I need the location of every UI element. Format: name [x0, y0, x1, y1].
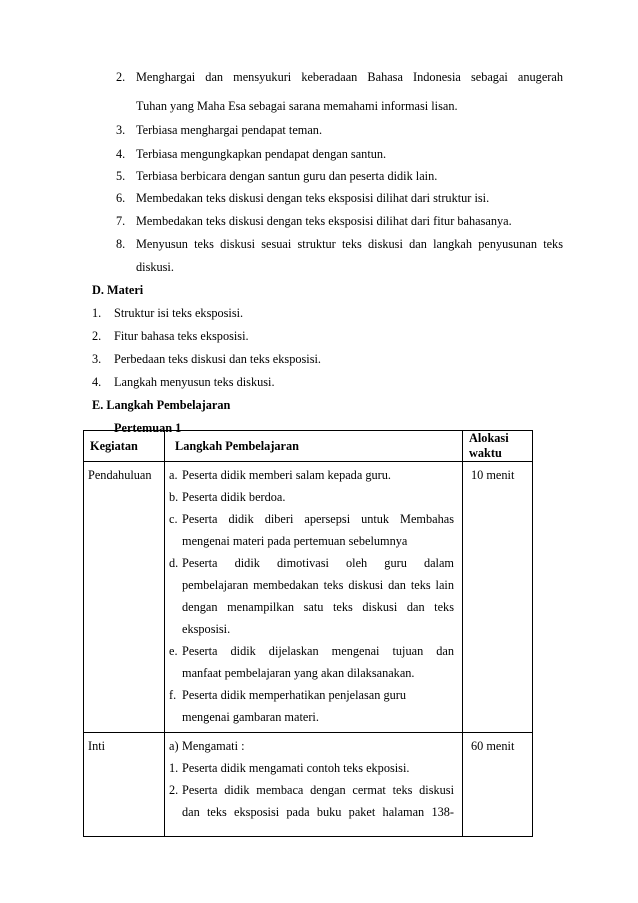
objective-number: 4.: [116, 147, 126, 161]
step-label: e.: [169, 644, 178, 658]
materi-number: 2.: [92, 329, 102, 343]
kegiatan-cell: [84, 462, 165, 733]
materi-item: Perbedaan teks diskusi dan teks eksposisi.: [114, 352, 321, 366]
kegiatan-label: Inti: [88, 739, 106, 753]
objective-text: diskusi.: [136, 260, 174, 274]
objective-text: Menyusun teks diskusi sesuai struktur teks diskusi dan langkah penyusunan teks: [136, 237, 563, 251]
step-text: mengenai gambaran materi.: [182, 710, 319, 724]
step-text: Mengamati :: [182, 739, 245, 753]
step-label: a): [169, 739, 179, 753]
step-label: b.: [169, 490, 179, 504]
table-row: [84, 462, 533, 733]
kegiatan-cell: [84, 733, 165, 837]
steps-list: [165, 462, 462, 732]
step-label: f.: [169, 688, 177, 702]
objective-text: Membedakan teks diskusi dengan teks eksposisi dilihat dari fitur bahasanya.: [136, 214, 512, 228]
materi-item: Fitur bahasa teks eksposisi.: [114, 329, 249, 343]
step-item: [165, 688, 462, 710]
step-continuation: [165, 600, 462, 622]
step-continuation: [165, 622, 462, 644]
step-text: Peserta didik membaca dengan cermat teks diskusi: [182, 783, 454, 797]
step-text: Peserta didik memberi salam kepada guru.: [182, 468, 391, 482]
objective-text: Terbiasa berbicara dengan santun guru dan peserta didik lain.: [136, 169, 438, 183]
objective-number: 7.: [116, 214, 126, 228]
materi-number: 1.: [92, 306, 102, 320]
learning-steps-table: [83, 430, 533, 837]
step-label: d.: [169, 556, 179, 570]
objective-text: Menghargai dan mensyukuri keberadaan Bahasa Indonesia sebagai anugerah: [136, 70, 563, 84]
objective-number: 5.: [116, 169, 126, 183]
objective-text: Tuhan yang Maha Esa sebagai sarana memahami informasi lisan.: [136, 99, 458, 113]
step-item: [165, 761, 462, 783]
step-label: c.: [169, 512, 178, 526]
materi-item: Langkah menyusun teks diskusi.: [114, 375, 275, 389]
step-continuation: [165, 710, 462, 732]
step-text: Peserta didik berdoa.: [182, 490, 286, 504]
step-label: a.: [169, 468, 178, 482]
step-continuation: [165, 666, 462, 688]
header-kegiatan: Kegiatan: [84, 431, 165, 462]
objective-number: 6.: [116, 191, 126, 205]
step-text: eksposisi.: [182, 622, 231, 636]
step-item: [165, 468, 462, 490]
step-continuation: [165, 534, 462, 556]
step-text: Peserta didik mengamati contoh teks ekposisi.: [182, 761, 410, 775]
alokasi-value: 60 menit: [471, 739, 515, 753]
step-label: 2.: [169, 783, 179, 797]
objective-text: Terbiasa mengungkapkan pendapat dengan santun.: [136, 147, 387, 161]
step-text: mengenai materi pada pertemuan sebelumnya: [182, 534, 408, 548]
langkah-cell: [165, 733, 463, 837]
materi-number: 3.: [92, 352, 102, 366]
materi-number: 4.: [92, 375, 102, 389]
alokasi-value: 10 menit: [471, 468, 515, 482]
header-alokasi: Alokasi waktu: [463, 431, 533, 462]
step-continuation: [165, 805, 462, 827]
meeting-label: Pertemuan 1: [114, 421, 182, 435]
langkah-cell: [165, 462, 463, 733]
alokasi-cell: [463, 462, 533, 733]
alokasi-cell: [463, 733, 533, 837]
step-label: 1.: [169, 761, 179, 775]
step-text: Peserta didik dimotivasi oleh guru dalam: [182, 556, 454, 570]
step-item: [165, 490, 462, 512]
objective-number: 2.: [116, 70, 126, 84]
step-item: [165, 739, 462, 761]
table-row: [84, 733, 533, 837]
step-item: [165, 644, 462, 666]
step-text: Peserta didik diberi apersepsi untuk Membahas: [182, 512, 454, 526]
step-text: dengan menampilkan satu teks diskusi dan teks: [182, 600, 454, 614]
header-langkah: Langkah Pembelajaran: [165, 431, 463, 462]
objective-number: 3.: [116, 123, 126, 137]
step-text: dan teks eksposisi pada buku paket halaman 138-: [182, 805, 454, 819]
section-heading: D. Materi: [92, 283, 144, 297]
section-heading: E. Langkah Pembelajaran: [92, 398, 231, 412]
step-text: Peserta didik dijelaskan mengenai tujuan dan: [182, 644, 454, 658]
step-text: Peserta didik memperhatikan penjelasan guru: [182, 688, 407, 702]
step-text: pembelajaran membedakan teks diskusi dan teks lain: [182, 578, 454, 592]
step-text: manfaat pembelajaran yang akan dilaksanakan.: [182, 666, 415, 680]
step-item: [165, 783, 462, 805]
objective-text: Membedakan teks diskusi dengan teks eksposisi dilihat dari struktur isi.: [136, 191, 490, 205]
step-continuation: [165, 578, 462, 600]
step-item: [165, 556, 462, 578]
objective-number: 8.: [116, 237, 126, 251]
kegiatan-label: Pendahuluan: [88, 468, 152, 482]
steps-list: [165, 733, 462, 827]
materi-item: Struktur isi teks eksposisi.: [114, 306, 244, 320]
table-header-row: [84, 431, 533, 462]
objective-text: Terbiasa menghargai pendapat teman.: [136, 123, 323, 137]
step-item: [165, 512, 462, 534]
